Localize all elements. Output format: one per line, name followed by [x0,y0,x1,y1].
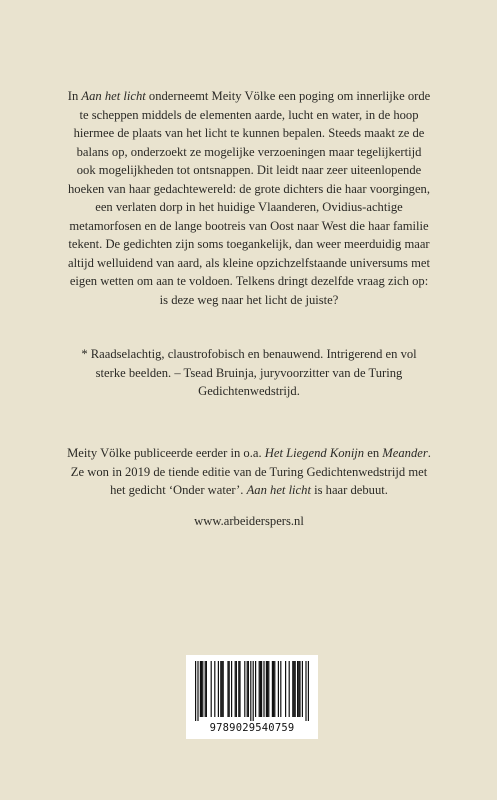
barcode-bar [250,661,251,721]
barcode-bar [227,661,228,717]
bio-body: . Ze won in 2019 de tiende editie van de Turing Gedichtenwedstrijd met het gedicht ‘Onder water’. [70,446,431,497]
barcode-bar [244,661,245,717]
barcode-bar [259,661,260,717]
blurb-body: onderneemt Meity Völke een poging om innerlijke orde te scheppen middels de elementen aarde, lucht en water, in de hoop hiermee de plaats van het licht te kunnen bepalen. Steeds maakt ze de balans op, onderzoekt ze mogelijke verzoeningen maar tegelijkertijd ook mogelijkheden tot ontsnappen. Dit leidt naar zeer uiteenlopende hoeken van haar gedachtewereld: de grote dichters die haar voorgingen, een verlaten dorp in het huidige Vlaanderen, Ovidius-achtige metamorfosen en de lange bootreis van Oost naar West die haar familie tekent. De gedichten zijn soms toegankelijk, dan weer meerduidig maar altijd welluidend van aard, als kleine opzichzelfstaande universums met eigen wetten om aan te voldoen. Telkens dringt dezelfde vraag zich op: is deze weg naar het licht de juiste? [67,89,431,307]
barcode-bar [214,661,215,717]
barcode-bar [205,661,206,717]
bio-book-title: Aan het licht [246,483,311,497]
barcode-bar [255,661,256,717]
barcode-bar [260,661,261,717]
author-bio [66,444,432,500]
blurb-intro: In [67,89,82,103]
barcode-bar [302,661,303,717]
barcode-bar [274,661,275,717]
barcode-bar [235,661,236,717]
barcode-bar [268,661,269,717]
barcode-bar [299,661,300,717]
barcode-bar [280,661,281,717]
isbn-barcode [186,655,318,739]
bio-intro: Meity Völke publiceerde eerder in o.a. [67,446,265,460]
barcode-bar [297,661,298,717]
barcode-bar [195,661,196,721]
barcode-bar [239,661,240,717]
barcode-bar [289,661,290,717]
barcode-bar [263,661,264,717]
barcode-bars [186,655,318,723]
publisher-website-text: www.arbeiderspers.nl [194,514,304,528]
bio-connector: en [364,446,383,460]
barcode-bar [197,661,198,721]
barcode-bar [305,661,306,721]
barcode-bar [253,661,254,721]
barcode-bar [221,661,222,717]
barcode-bar [295,661,296,717]
barcode-bar [272,661,273,717]
barcode-bar [298,661,299,717]
barcode-bar [267,661,268,717]
bio-publication-2: Meander [382,446,428,460]
barcode-bar [206,661,207,717]
barcode-bar [285,661,286,717]
isbn-number: 9789029540759 [209,722,295,734]
barcode-bar [218,661,219,717]
barcode-bar [261,661,262,717]
barcode-bar [201,661,202,717]
barcode-bar [211,661,212,717]
publisher-website [66,512,432,531]
barcode-bar [200,661,201,717]
review-quote-text: * Raadselachtig, claustrofobisch en benauwend. Intrigerend en vol sterke beelden. – Tsead Bruinja, juryvoorzitter van de Turing Gedichtenwedstrijd. [81,347,417,398]
review-quote [66,345,432,401]
barcode-bar [292,661,293,717]
barcode-bar [248,661,249,717]
barcode-bar [308,661,309,721]
barcode-bar [293,661,294,717]
barcode-bar [273,661,274,717]
barcode-bar [247,661,248,717]
barcode-bar [229,661,230,717]
bio-publication-1: Het Liegend Konijn [264,446,365,460]
barcode-bar [202,661,203,717]
barcode-bar [220,661,221,717]
blurb-book-title: Aan het licht [81,89,146,103]
barcode-bar [238,661,239,717]
barcode-bar [231,661,232,717]
barcode-bar [236,661,237,717]
barcode-bar [266,661,267,717]
barcode-bar [278,661,279,717]
blurb-paragraph [66,87,432,309]
barcode-bar [223,661,224,717]
bio-end: is haar debuut. [310,483,388,497]
